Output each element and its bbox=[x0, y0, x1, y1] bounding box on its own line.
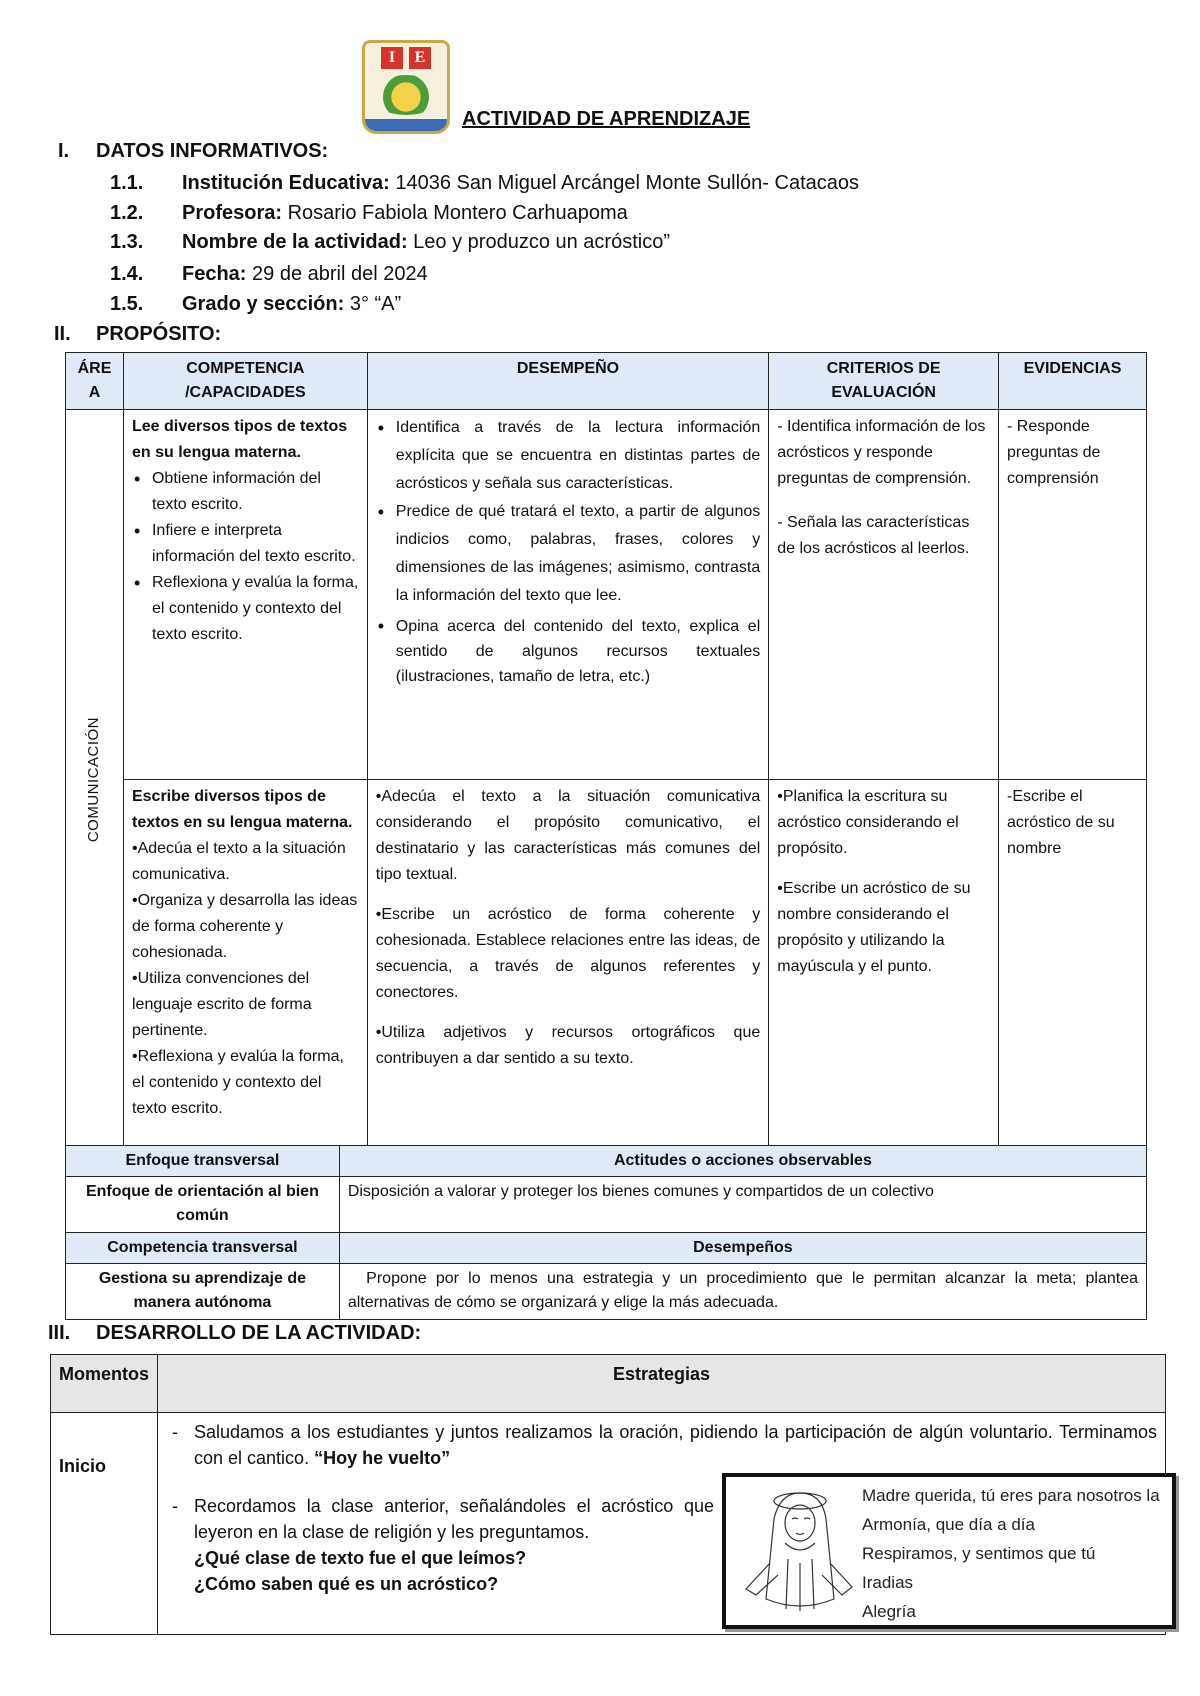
capacity-item: •Utiliza convenciones del lenguaje escrito de forma pertinente. bbox=[131, 970, 312, 1039]
enfoque-name: Enfoque de orientación al bien común bbox=[66, 1177, 340, 1233]
info-item-1 bbox=[110, 172, 1110, 198]
info-item-number: 1.2. bbox=[110, 202, 144, 224]
acrostic-line: Armonía, que día a día bbox=[862, 1515, 1035, 1534]
acrostic-line: Madre querida, tú eres para nosotros la bbox=[862, 1486, 1160, 1505]
evidence-text: - Responde preguntas de comprensión bbox=[1007, 418, 1101, 487]
performance-item: •Escribe un acróstico de forma coherente y cohesionada. Establece relaciones entre las ideas, de secuencia, a través de algunos referentes y conectores. bbox=[375, 906, 761, 1001]
school-logo bbox=[362, 40, 450, 134]
capacity-item: • Infiere e interpreta información del texto escrito. bbox=[132, 518, 359, 570]
info-item-number: 1.3. bbox=[110, 231, 144, 253]
section-2-heading bbox=[54, 323, 222, 346]
area-label: COMUNICACIÓN bbox=[85, 716, 103, 843]
song-title: “Hoy he vuelto” bbox=[314, 1448, 451, 1468]
section-2-title: PROPÓSITO: bbox=[96, 323, 222, 345]
capacity-item: •Organiza y desarrolla las ideas de forma coherente y cohesionada. bbox=[131, 892, 358, 961]
strategy-text: Saludamos a los estudiantes y juntos realizamos la oración, pidiendo la participación de algún voluntario. Terminamos con el cantico. bbox=[194, 1422, 1157, 1468]
section-1-number: I. bbox=[58, 140, 70, 162]
info-item-number: 1.1. bbox=[110, 172, 144, 194]
info-item-value: Leo y produzco un acróstico” bbox=[407, 231, 670, 253]
evidence-cell bbox=[999, 410, 1147, 780]
logo-letter-e: E bbox=[409, 47, 431, 69]
area-cell bbox=[66, 410, 124, 1150]
evidence-cell bbox=[999, 780, 1147, 1150]
purpose-table bbox=[65, 352, 1147, 1150]
info-item-label: Nombre de la actividad: bbox=[182, 231, 408, 253]
competencia-transversal-description: Propone por lo menos una estrategia y un procedimiento que le permitan alcanzar la meta; plantea alternativas de cómo se organizará y elige la más adecuada. bbox=[339, 1264, 1146, 1320]
section-2-number: II. bbox=[54, 323, 71, 345]
performance-item: •Utiliza adjetivos y recursos ortográficos que contribuyen a dar sentido a su texto. bbox=[375, 1024, 761, 1067]
desempenos-header: Desempeños bbox=[339, 1233, 1146, 1264]
competence-title: Lee diversos tipos de textos en su lengua materna. bbox=[131, 418, 348, 461]
header-performance: DESEMPEÑO bbox=[367, 353, 768, 410]
section-3-title: DESARROLLO DE LA ACTIVIDAD: bbox=[96, 1322, 422, 1344]
capacity-item: • Obtiene información del texto escrito. bbox=[132, 466, 359, 518]
logo-emblem bbox=[371, 75, 441, 115]
table-row bbox=[66, 780, 1147, 1150]
info-item-4 bbox=[110, 263, 1110, 289]
competence-title: Escribe diversos tipos de textos en su lengua materna. bbox=[131, 788, 353, 831]
capacity-item: •Reflexiona y evalúa la forma, el contenido y contexto del texto escrito. bbox=[131, 1048, 344, 1117]
enfoque-header: Enfoque transversal bbox=[66, 1146, 340, 1177]
table-row bbox=[66, 410, 1147, 780]
acrostic-image bbox=[722, 1473, 1176, 1629]
acrostic-poem bbox=[862, 1481, 1160, 1626]
logo-ribbon bbox=[365, 119, 447, 131]
criteria-item: - Identifica información de los acrósticos y responde preguntas de comprensión. bbox=[777, 418, 986, 487]
question-2: ¿Cómo saben qué es un acróstico? bbox=[194, 1574, 499, 1594]
header-evidence: EVIDENCIAS bbox=[999, 353, 1147, 410]
header-criteria: CRITERIOS DE EVALUACIÓN bbox=[769, 353, 999, 410]
header-area: ÁRE A bbox=[66, 353, 124, 410]
criteria-cell bbox=[769, 780, 999, 1150]
info-item-number: 1.4. bbox=[110, 263, 144, 285]
criteria-item: •Escribe un acróstico de su nombre considerando el propósito y utilizando la mayúscula y el punto. bbox=[777, 880, 971, 975]
header-competence: COMPETENCIA /CAPACIDADES bbox=[123, 353, 367, 410]
strategies-header: Estrategias bbox=[158, 1355, 1166, 1413]
info-item-label: Institución Educativa: bbox=[182, 172, 390, 194]
capacity-item: • Reflexiona y evalúa la forma, el contenido y contexto del texto escrito. bbox=[132, 570, 359, 648]
strategy-item: - Recordamos la clase anterior, señalándoles el acróstico que leyeron en la clase de religión y les preguntamos. ¿Qué clase de texto fue el que leímos? ¿Cómo saben qué es un acróstico? bbox=[166, 1493, 714, 1597]
section-1-title: DATOS INFORMATIVOS: bbox=[96, 140, 329, 162]
section-1-heading bbox=[58, 140, 329, 163]
competencia-transversal-name: Gestiona su aprendizaje de manera autónoma bbox=[66, 1264, 340, 1320]
info-item-value: 3° “A” bbox=[344, 293, 402, 315]
performance-item: • Predice de qué tratará el texto, a partir de algunos indicios como, palabras, frases, colores y dimensiones de las imágenes; asimismo, contrasta la información del texto que lee. bbox=[376, 498, 760, 610]
strategy-text: Recordamos la clase anterior, señalándoles el acróstico que leyeron en la clase de religión y les preguntamos. bbox=[194, 1496, 714, 1542]
info-item-3 bbox=[110, 231, 1110, 257]
competence-cell bbox=[123, 780, 367, 1150]
purpose-table-header bbox=[66, 353, 1147, 410]
section-3-number: III. bbox=[48, 1322, 71, 1344]
info-item-value: 29 de abril del 2024 bbox=[246, 263, 428, 285]
document-title: ACTIVIDAD DE APRENDIZAJE bbox=[462, 108, 751, 130]
acrostic-line: Iradias bbox=[862, 1573, 914, 1592]
acrostic-line: Respiramos, y sentimos que tú bbox=[862, 1544, 1096, 1563]
enfoque-description: Disposición a valorar y proteger los bienes comunes y compartidos de un colectivo bbox=[339, 1177, 1146, 1233]
info-item-number: 1.5. bbox=[110, 293, 144, 315]
info-item-value: 14036 San Miguel Arcángel Monte Sullón- Catacaos bbox=[389, 172, 859, 194]
actitudes-header: Actitudes o acciones observables bbox=[339, 1146, 1146, 1177]
competence-cell bbox=[123, 410, 367, 780]
moment-inicio: Inicio bbox=[51, 1413, 158, 1635]
evidence-text: -Escribe el acróstico de su nombre bbox=[1007, 788, 1115, 857]
criteria-cell bbox=[769, 410, 999, 780]
info-item-2 bbox=[110, 202, 1110, 228]
question-1: ¿Qué clase de texto fue el que leímos? bbox=[194, 1548, 527, 1568]
competencia-transversal-header: Competencia transversal bbox=[66, 1233, 340, 1264]
performance-cell bbox=[367, 780, 768, 1150]
info-item-label: Profesora: bbox=[182, 202, 283, 224]
criteria-item: - Señala las características de los acrósticos al leerlos. bbox=[777, 514, 970, 557]
strategy-item: - Saludamos a los estudiantes y juntos realizamos la oración, pidiendo la participación de algún voluntario. Terminamos con el cantico. “Hoy he vuelto” bbox=[172, 1422, 1157, 1468]
transversal-table bbox=[65, 1145, 1147, 1320]
moments-header: Momentos bbox=[51, 1355, 158, 1413]
info-item-label: Grado y sección: bbox=[182, 293, 345, 315]
criteria-item: •Planifica la escritura su acróstico considerando el propósito. bbox=[777, 788, 959, 857]
info-item-value: Rosario Fabiola Montero Carhuapoma bbox=[282, 202, 628, 224]
performance-item: •Adecúa el texto a la situación comunicativa considerando el propósito comunicativo, el destinatario y las características más comunes del tipo textual. bbox=[375, 788, 761, 883]
performance-item: • Opina acerca del contenido del texto, explica el sentido de algunos recursos textuales (ilustraciones, tamaño de letra, etc.) bbox=[376, 614, 760, 689]
logo-letter-i: I bbox=[381, 47, 403, 69]
info-item-label: Fecha: bbox=[182, 263, 247, 285]
acrostic-line: Alegría bbox=[862, 1602, 916, 1621]
performance-cell bbox=[367, 410, 768, 780]
section-3-heading bbox=[48, 1322, 422, 1345]
performance-item: • Identifica a través de la lectura información explícita que se encuentra en distintas partes de acrósticos y señala sus características. bbox=[376, 414, 760, 498]
virgin-mary-illustration bbox=[730, 1479, 860, 1619]
info-item-5 bbox=[110, 293, 1110, 319]
capacity-item: •Adecúa el texto a la situación comunicativa. bbox=[131, 840, 346, 883]
